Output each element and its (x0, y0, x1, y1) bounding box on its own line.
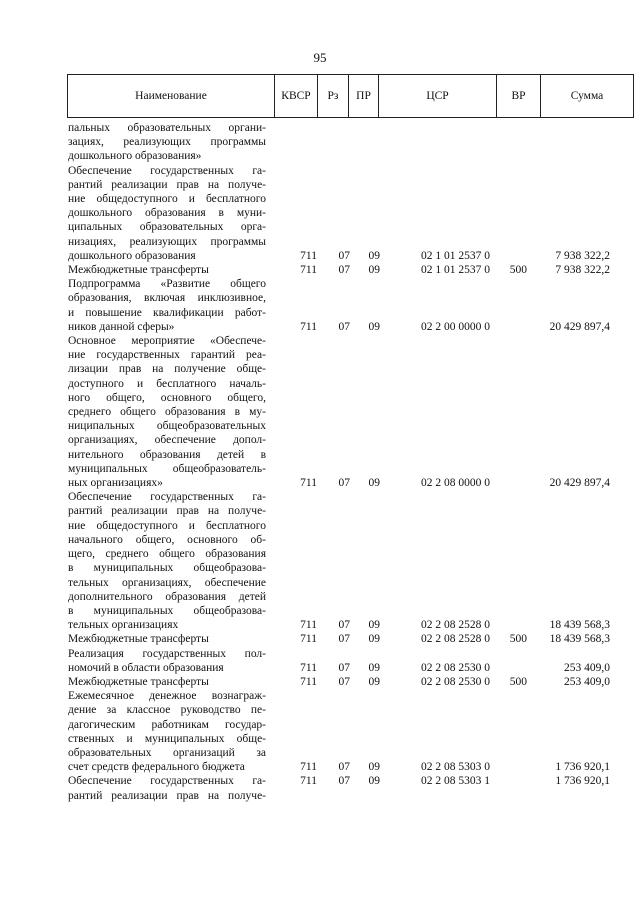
row-name (68, 164, 266, 263)
row-name-line: доступного и бесплатного началь- (68, 377, 266, 390)
table-row (68, 774, 634, 802)
row-name-line: Основное мероприятие «Обеспече- (68, 335, 266, 348)
row-name-line: дагогическим работникам государ- (68, 718, 266, 731)
row-name-line: номочий в области образования (68, 661, 224, 674)
row-pr: 09 (368, 661, 380, 674)
table-row (68, 164, 634, 263)
row-vr: 500 (509, 264, 527, 277)
row-kvsr: 711 (300, 661, 317, 674)
row-name-line: тельных организациях, обеспечение (68, 576, 266, 589)
row-name-line: Подпрограмма «Развитие общего (68, 278, 266, 291)
row-vr: 500 (509, 633, 527, 646)
row-csr: 02 2 08 0000 0 (421, 477, 490, 490)
row-kvsr: 711 (300, 249, 317, 262)
row-name-line: среднего общего образования в му- (68, 406, 266, 419)
table-row (68, 675, 634, 689)
row-name-line: образования, включая инклюзивное, (68, 292, 266, 305)
row-name-line: Межбюджетные трансферты (68, 264, 209, 277)
row-sum: 18 439 568,3 (549, 619, 610, 632)
row-name-line: ного общего, основного общего, (68, 391, 266, 404)
row-name-line: нительного образования детей в (68, 448, 266, 461)
row-name-line: и повышение квалификации работ- (68, 306, 266, 319)
row-name-line: Обеспечение государственных га- (68, 775, 266, 788)
row-name-line: ние общедоступного и бесплатного (68, 193, 266, 206)
table-row (68, 277, 634, 334)
row-csr: 02 2 00 0000 0 (421, 320, 490, 333)
table-header (67, 74, 634, 118)
row-name (68, 277, 266, 334)
row-name (68, 263, 266, 277)
header-csr: ЦСР (379, 75, 497, 117)
row-name-line: дополнительного образования детей (68, 590, 266, 603)
row-name (68, 675, 266, 689)
row-pr: 09 (368, 320, 380, 333)
row-name (68, 647, 266, 675)
row-rz: 07 (338, 264, 350, 277)
row-vr: 500 (509, 675, 527, 688)
row-csr: 02 2 08 2530 0 (421, 661, 490, 674)
row-name-line: начального общего, основного об- (68, 533, 266, 546)
row-pr: 09 (368, 477, 380, 490)
row-name-line: ципальных образовательных орга- (68, 221, 266, 234)
row-sum: 253 409,0 (564, 661, 610, 674)
row-name-line: в муниципальных общеобразова- (68, 562, 266, 575)
row-kvsr: 711 (300, 619, 317, 632)
row-name-line: ние государственных гарантий реа- (68, 349, 266, 362)
row-rz: 07 (338, 619, 350, 632)
row-rz: 07 (338, 477, 350, 490)
row-sum: 253 409,0 (564, 675, 610, 688)
row-name-line: лизации прав на получение обще- (68, 363, 266, 376)
row-name-line: низациях, реализующих программы (68, 235, 266, 248)
row-pr: 09 (368, 633, 380, 646)
row-name (68, 121, 266, 164)
row-name (68, 632, 266, 646)
row-name-line: Реализация государственных пол- (68, 647, 266, 660)
row-csr: 02 2 08 2528 0 (421, 619, 490, 632)
row-name-line: ников данной сферы» (68, 320, 175, 333)
row-pr: 09 (368, 761, 380, 774)
row-name-line: рантий реализации прав на получе- (68, 789, 266, 802)
header-pr: ПР (349, 75, 379, 117)
row-kvsr: 711 (300, 264, 317, 277)
row-name-line: тельных организациях (68, 619, 179, 632)
row-name-line: муниципальных общеобразователь- (68, 462, 266, 475)
row-name (68, 334, 266, 490)
table-row (68, 121, 634, 164)
row-kvsr: 711 (300, 320, 317, 333)
row-sum: 1 736 920,1 (555, 761, 610, 774)
row-pr: 09 (368, 619, 380, 632)
row-name-line: зациях, реализующих программы (68, 136, 266, 149)
row-rz: 07 (338, 675, 350, 688)
header-name: Наименование (68, 75, 275, 117)
row-name-line: Обеспечение государственных га- (68, 164, 266, 177)
row-csr: 02 1 01 2537 0 (421, 249, 490, 262)
row-name-line: Обеспечение государственных га- (68, 491, 266, 504)
row-pr: 09 (368, 249, 380, 262)
header-rz: Рз (318, 75, 349, 117)
row-name-line: Межбюджетные трансферты (68, 675, 209, 688)
row-name-line: образовательных организаций за (68, 746, 266, 759)
row-name (68, 490, 266, 632)
row-name-line: ных организациях» (68, 477, 163, 490)
row-rz: 07 (338, 661, 350, 674)
row-name-line: счет средств федерального бюджета (68, 761, 245, 774)
row-kvsr: 711 (300, 477, 317, 490)
row-csr: 02 2 08 2530 0 (421, 675, 490, 688)
row-sum: 20 429 897,4 (549, 477, 610, 490)
row-name-line: пальных образовательных органи- (68, 122, 266, 134)
row-name-line: рантий реализации прав на получе- (68, 178, 266, 191)
row-kvsr: 711 (300, 761, 317, 774)
row-csr: 02 1 01 2537 0 (421, 264, 490, 277)
row-name-line: дошкольного образования (68, 249, 196, 262)
row-name-line: ниципальных общеобразовательных (68, 420, 266, 433)
row-name-line: организациях, обеспечение допол- (68, 434, 266, 447)
table-row (68, 334, 634, 490)
row-name (68, 774, 266, 802)
row-rz: 07 (338, 761, 350, 774)
row-kvsr: 711 (300, 633, 317, 646)
row-csr: 02 2 08 5303 0 (421, 761, 490, 774)
row-rz: 07 (338, 633, 350, 646)
row-pr: 09 (368, 775, 380, 788)
row-rz: 07 (338, 320, 350, 333)
row-kvsr: 711 (300, 675, 317, 688)
table-body (68, 121, 634, 803)
table-row (68, 490, 634, 632)
row-rz: 07 (338, 249, 350, 262)
table-row (68, 632, 634, 646)
header-kvsr: КВСР (275, 75, 318, 117)
row-pr: 09 (368, 264, 380, 277)
row-name-line: рантий реализации прав на получе- (68, 505, 266, 518)
row-name-line: Межбюджетные трансферты (68, 633, 209, 646)
row-sum: 1 736 920,1 (555, 775, 610, 788)
header-sum: Сумма (570, 90, 604, 102)
row-sum: 7 938 322,2 (555, 264, 610, 277)
row-name-line: в муниципальных общеобразова- (68, 604, 266, 617)
table-row (68, 689, 634, 774)
header-vr: ВР (497, 75, 541, 117)
page-number: 95 (313, 50, 327, 65)
row-name-line: дение за классное руководство пе- (68, 704, 266, 717)
row-kvsr: 711 (300, 775, 317, 788)
table-row (68, 263, 634, 277)
row-name-line: дошкольного образования» (68, 150, 202, 163)
row-rz: 07 (338, 775, 350, 788)
row-sum: 7 938 322,2 (555, 249, 610, 262)
row-sum: 20 429 897,4 (549, 320, 610, 333)
row-name (68, 689, 266, 774)
row-name-line: ственных и муниципальных обще- (68, 732, 266, 745)
row-pr: 09 (368, 675, 380, 688)
row-name-line: Ежемесячное денежное вознаграж- (68, 690, 266, 703)
row-csr: 02 2 08 5303 1 (421, 775, 490, 788)
row-name-line: дошкольного образования в муни- (68, 207, 266, 220)
row-csr: 02 2 08 2528 0 (421, 633, 490, 646)
row-sum: 18 439 568,3 (549, 633, 610, 646)
row-name-line: ние общедоступного и бесплатного (68, 519, 266, 532)
table-row (68, 647, 634, 675)
row-name-line: щего, среднего общего образования (68, 548, 266, 561)
